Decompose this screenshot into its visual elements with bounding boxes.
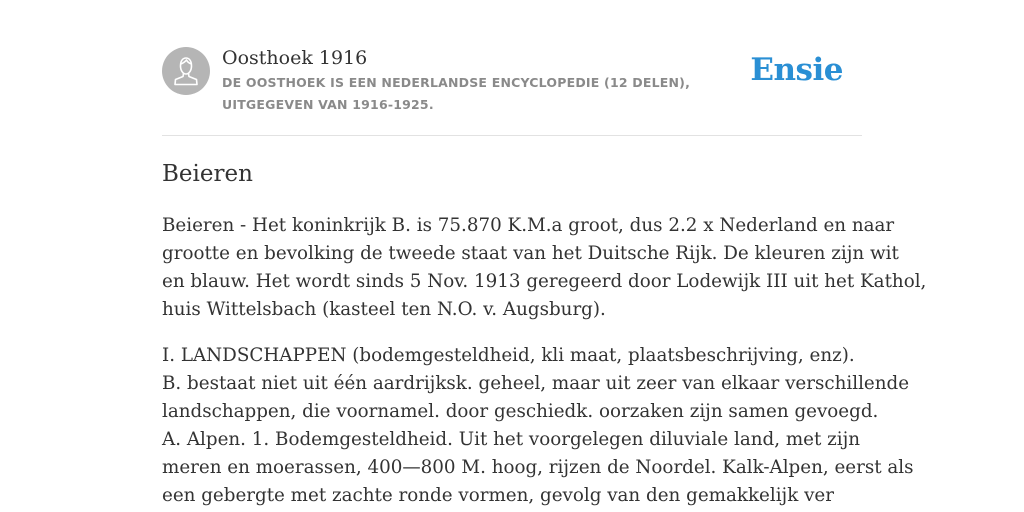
text-line: I. LANDSCHAPPEN (bodemgesteldheid, kli maat, plaatsbeschrijving, enz). xyxy=(162,345,855,366)
text-line: A. Alpen. 1. Bodemgesteldheid. Uit het voorgelegen diluviale land, met zijn xyxy=(162,429,861,450)
source-header xyxy=(162,44,862,134)
text-line: een gebergte met zachte ronde vormen, gevolg van den gemakkelijk ver xyxy=(162,485,834,506)
header-divider xyxy=(162,135,862,136)
text-line: en blauw. Het wordt sinds 5 Nov. 1913 geregeerd door Lodewijk III uit het Kathol, xyxy=(162,271,927,292)
source-title[interactable]: Oosthoek 1916 xyxy=(222,47,368,69)
article-title: Beieren xyxy=(162,161,253,187)
source-description: DE OOSTHOEK IS EEN NEDERLANDSE ENCYCLOPEDIE (12 DELEN), UITGEGEVEN VAN 1916-1925. xyxy=(222,75,691,112)
user-silhouette-icon xyxy=(162,47,210,95)
ensie-logo[interactable]: Ensie xyxy=(750,52,843,88)
text-line: landschappen, die voornamel. door geschiedk. oorzaken zijn samen gevoegd. xyxy=(162,401,879,422)
text-line: grootte en bevolking de tweede staat van het Duitsche Rijk. De kleuren zijn wit xyxy=(162,243,899,264)
article-paragraph xyxy=(162,342,914,510)
article-paragraph xyxy=(162,212,927,324)
text-line: Beieren - Het koninkrijk B. is 75.870 K.M.a groot, dus 2.2 x Nederland en naar xyxy=(162,215,895,236)
text-line: meren en moerassen, 400—800 M. hoog, rijzen de Noordel. Kalk-Alpen, eerst als xyxy=(162,457,914,478)
avatar[interactable] xyxy=(162,47,210,95)
article-body xyxy=(162,212,927,512)
text-line: B. bestaat niet uit één aardrijksk. geheel, maar uit zeer van elkaar verschillende xyxy=(162,373,910,394)
text-line: huis Wittelsbach (kasteel ten N.O. v. Augsburg). xyxy=(162,299,606,320)
